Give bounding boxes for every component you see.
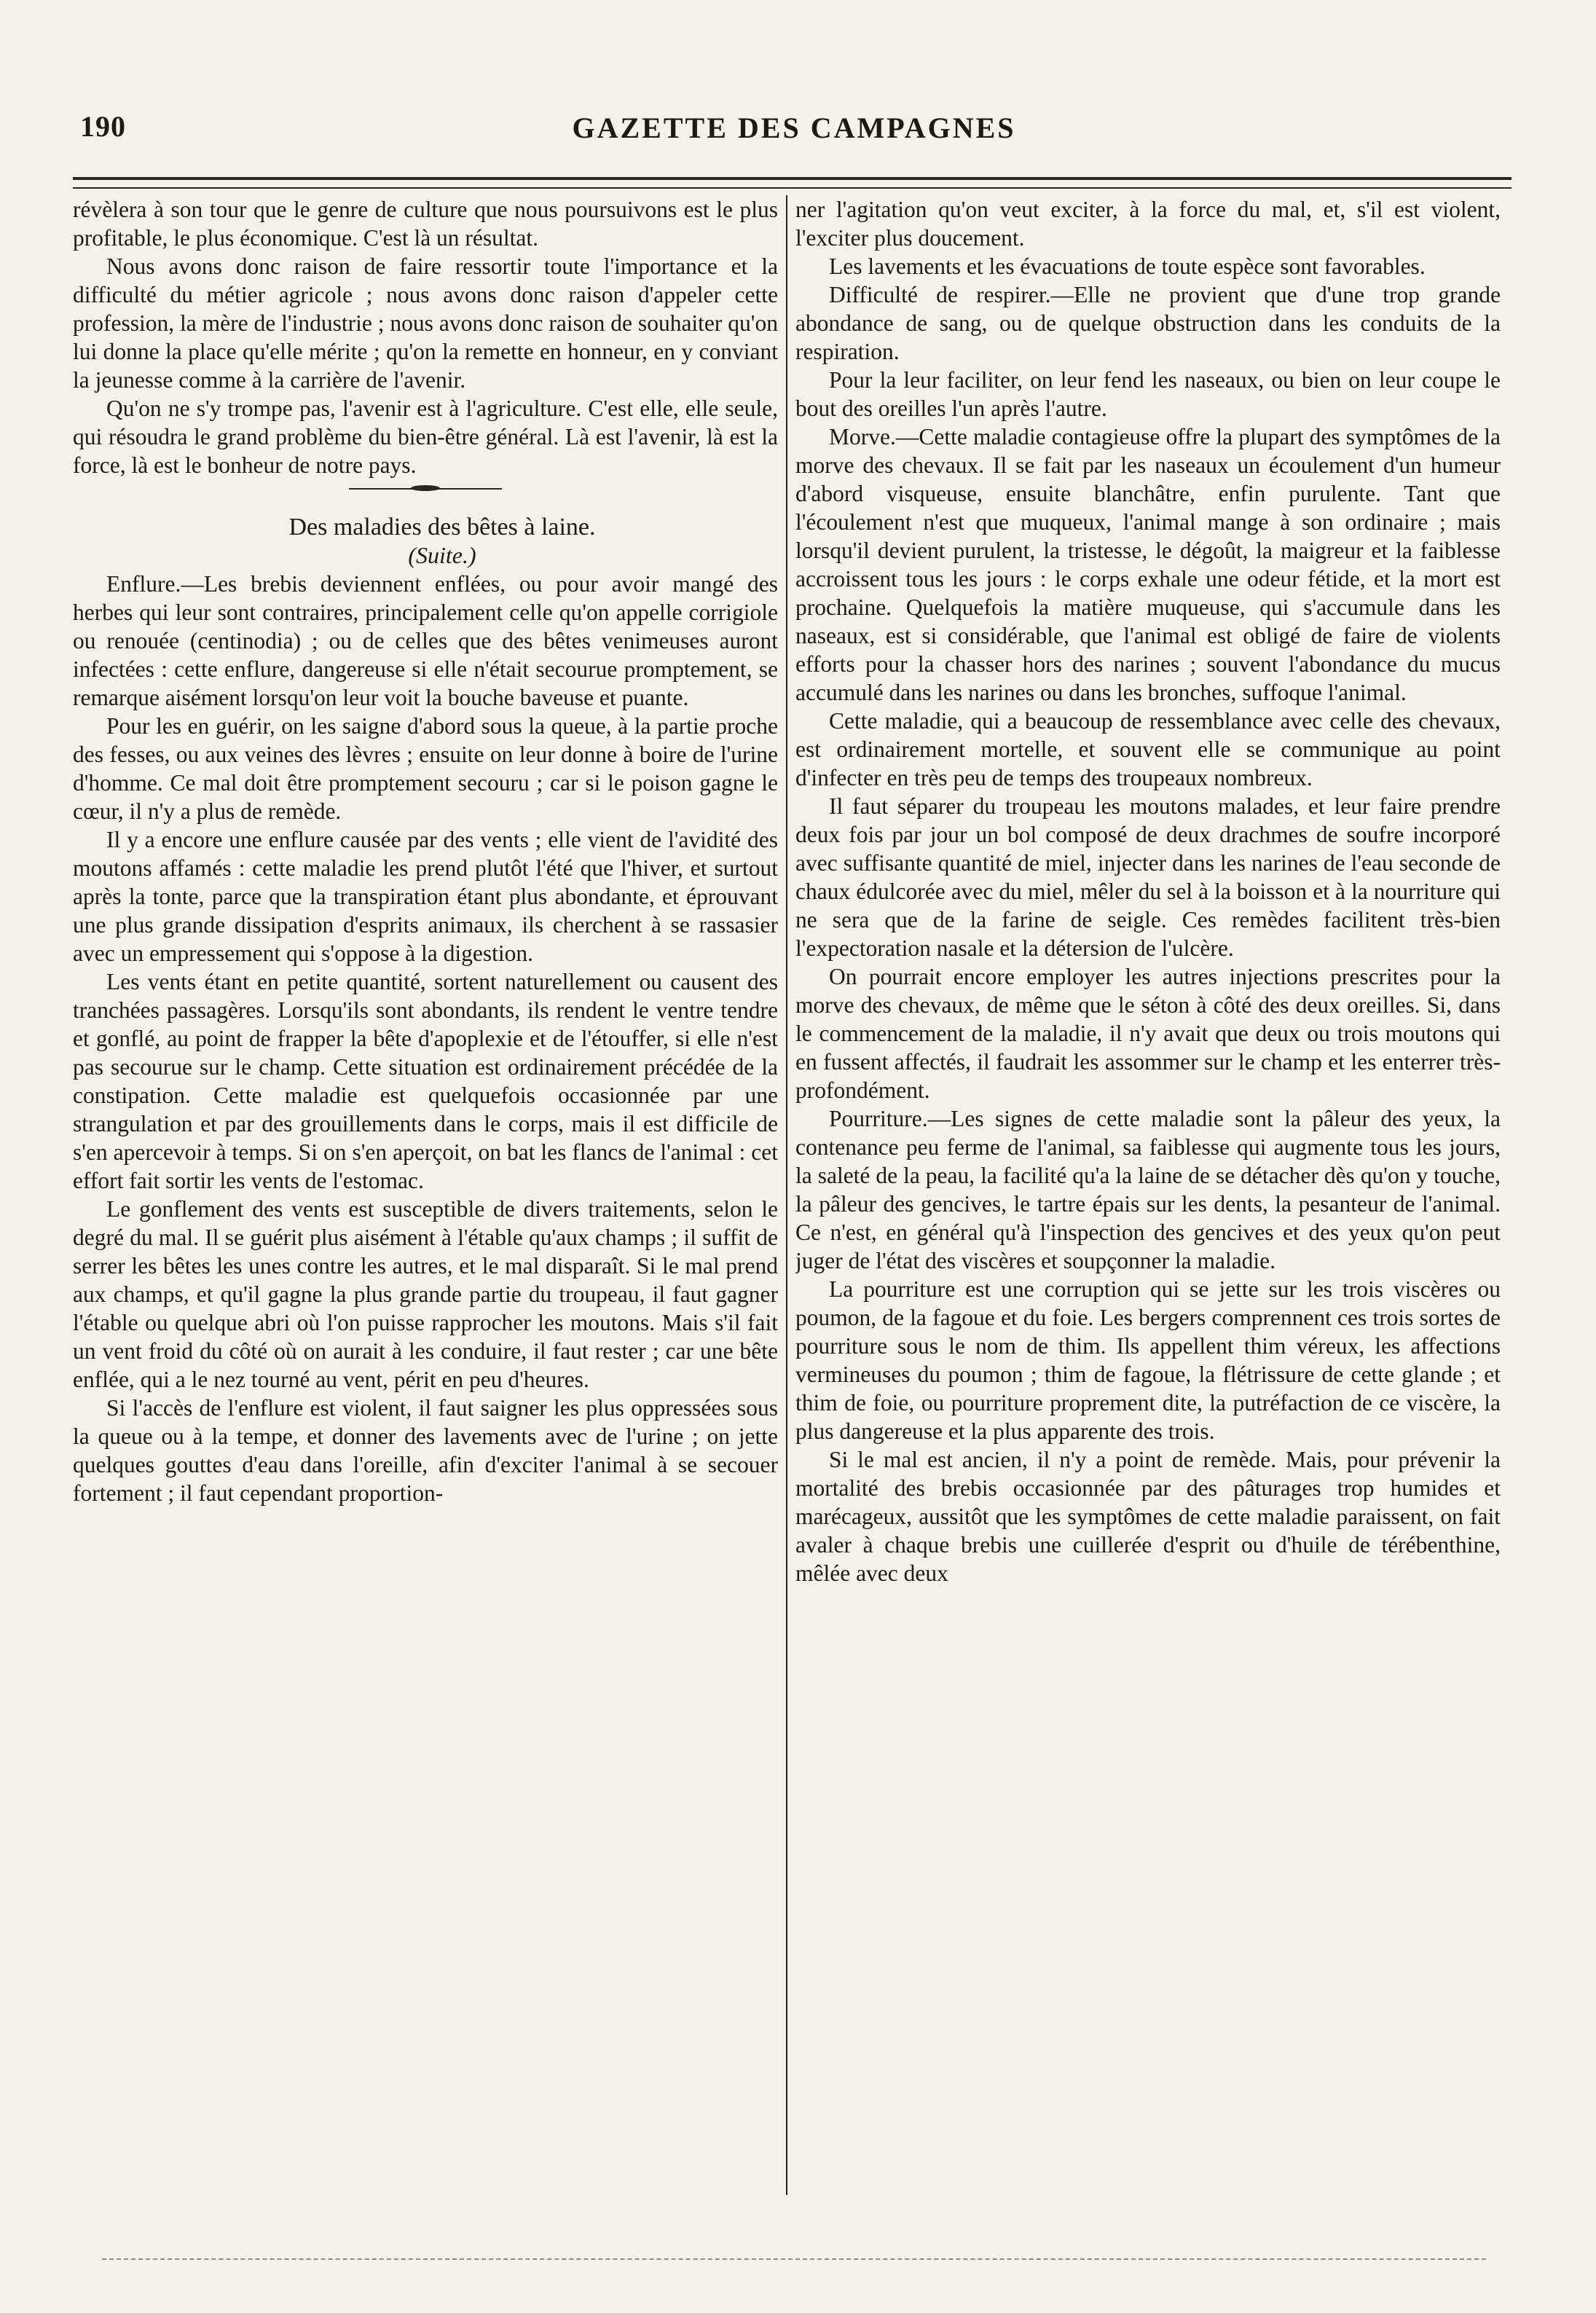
gazette-title: GAZETTE DES CAMPAGNES xyxy=(572,111,1016,144)
section-divider xyxy=(349,488,502,490)
paragraph: ner l'agitation qu'on veut exciter, à la force du mal, et, s'il est violent, l'exciter plus doucement. xyxy=(795,197,1501,251)
right-column xyxy=(795,195,1501,2279)
paragraph: Pourriture.—Les signes de cette maladie sont la pâleur des yeux, la contenance peu ferme de l'animal, sa faiblesse qui augmente tous les jours, la saleté de la peau, la facilité qu'a la laine de se détacher dès qu'on y touche, la pâleur des gencives, le tartre épais sur les dents, la pesanteur de l'animal. Ce n'est, en général qu'à l'inspection des gencives et des yeux qu'on peut juger de l'état des viscères et soupçonner la maladie. xyxy=(795,1106,1501,1273)
paragraph: Si le mal est ancien, il n'y a point de remède. Mais, pour prévenir la mortalité des brebis occasionnée par des pâturages trop humides et marécageux, aussitôt que les symptômes de cette maladie paraissent, on fait avaler à chaque brebis une cuillerée d'esprit ou d'huile de térébenthine, mêlée avec deux xyxy=(795,1447,1501,1586)
paragraph: Si l'accès de l'enflure est violent, il faut saigner les plus oppressées sous la queue ou à la tempe, et donner des lavements avec de l'urine ; on jette quelques gouttes d'eau dans l'oreille, afin d'exciter l'animal à se secouer fortement ; il faut cependant proportion- xyxy=(73,1395,778,1506)
paragraph: On pourrait encore employer les autres injections prescrites pour la morve des chevaux, de même que le séton à côté des deux oreilles. Si, dans le commencement de la maladie, il n'y avait que deux ou trois moutons qui en fussent affectés, il faudrait les assommer sur le champ et les enterrer très-profondément. xyxy=(795,964,1501,1103)
paragraph: Qu'on ne s'y trompe pas, l'avenir est à l'agriculture. C'est elle, elle seule, qui résoudra le grand problème du bien-être général. Là est l'avenir, là est la force, là est le bonheur de notre pays. xyxy=(73,396,778,478)
paragraph: Le gonflement des vents est susceptible de divers traitements, selon le degré du mal. Il se guérit plus aisément à l'étable qu'aux champs ; il suffit de serrer les bêtes les unes contre les autres, et le mal disparaît. Si le mal prend aux champs, et qu'il gagne la plus grande partie du troupeau, il faut gagner l'étable ou quelque abri où l'on puisse rapprocher les moutons. Mais s'il fait un vent froid du côté où on aurait à les conduire, il faut rester ; car une bête enflée, qui a le nez tourné au vent, périt en peu d'heures. xyxy=(73,1196,778,1392)
paragraph: Nous avons donc raison de faire ressortir toute l'importance et la difficulté du métier agricole ; nous avons donc raison d'appeler cette profession, la mère de l'industrie ; nous avons donc raison de souhaiter qu'on lui donne la place qu'elle mérite ; qu'on la remette en honneur, en y conviant la jeunesse comme à la carrière de l'avenir. xyxy=(73,254,778,393)
page-number: 190 xyxy=(80,110,126,143)
paragraph: Morve.—Cette maladie contagieuse offre la plupart des symptômes de la morve des chevaux. Il se fait par les naseaux un écoulement d'un humeur d'abord visqueuse, ensuite blanchâtre, enfin purulente. Tant que l'écoulement n'est que muqueux, l'animal mange à son ordinaire ; mais lorsqu'il devient purulent, la tristesse, le dégoût, la maigreur et la faiblesse accroissent tous les jours : le corps exhale une odeur fétide, et la mort est prochaine. Quelquefois la matière muqueuse, qui s'accumule dans les naseaux, est si considérable, que l'animal est obligé de faire de violents efforts pour la chasser hors des narines ; souvent l'abondance du mucus accumulé dans les narines ou dans les bronches, suffoque l'animal. xyxy=(795,424,1501,705)
paragraph: Enflure.—Les brebis deviennent enflées, ou pour avoir mangé des herbes qui leur sont contraires, principalement celle qu'on appelle corrigiole ou renouée (centinodia) ; ou de celles que des bêtes venimeuses auront infectées : cette enflure, dangereuse si elle n'était secourue promptement, se remarque aisément lorsqu'on leur voit la bouche baveuse et puante. xyxy=(73,571,778,710)
section-title: Des maladies des bêtes à laine. xyxy=(288,514,596,541)
header-rule xyxy=(73,177,1512,189)
paragraph: Difficulté de respirer.—Elle ne provient que d'une trop grande abondance de sang, ou de quelque obstruction dans les conduits de la respiration. xyxy=(795,282,1501,364)
paragraph: Pour les en guérir, on les saigne d'abord sous la queue, à la partie proche des fesses, ou aux veines des lèvres ; ensuite on leur donne à boire de l'urine d'homme. Ce mal doit être promptement secouru ; car si le poison gagne le cœur, il n'y a plus de remède. xyxy=(73,713,778,824)
paragraph: révèlera à son tour que le genre de culture que nous poursuivons est le plus profitable, le plus économique. C'est là un résultat. xyxy=(73,197,778,251)
left-column xyxy=(73,195,778,2279)
paragraph: Pour la leur faciliter, on leur fend les naseaux, ou bien on leur coupe le bout des oreilles l'un après l'autre. xyxy=(795,367,1501,421)
paragraph: La pourriture est une corruption qui se jette sur les trois viscères ou poumon, de la fagoue et du foie. Les bergers comprennent ces trois sortes de pourriture sous le nom de thim. Ils appellent thim véreux, les affections vermineuses du poumon ; thim de fagoue, la flétrissure de cette glande ; et thim de foie, ou pourriture proprement dite, la putréfaction de ce viscère, la plus dangereuse et la plus apparente des trois. xyxy=(795,1276,1501,1444)
column-divider xyxy=(786,195,787,2195)
paragraph: Cette maladie, qui a beaucoup de ressemblance avec celle des chevaux, est ordinairement mortelle, et souvent elle se communique au point d'infecter en très peu de temps des troupeaux nombreux. xyxy=(795,708,1501,790)
paragraph: Les vents étant en petite quantité, sortent naturellement ou causent des tranchées passagères. Lorsqu'ils sont abondants, ils rendent le ventre tendre et gonflé, au point de frapper la bête d'apoplexie et de l'étouffer, si elle n'est pas secourue sur le champ. Cette situation est ordinairement précédée de la constipation. Cette maladie est quelquefois occasionnée par une strangulation et par des grouillements dans le corps, mais il est difficile de s'en apercevoir à temps. Si on s'en aperçoit, on bat les flancs de l'animal : cet effort fait sortir les vents de l'estomac. xyxy=(73,969,778,1193)
paragraph: Il y a encore une enflure causée par des vents ; elle vient de l'avidité des moutons affamés : cette maladie les prend plutôt l'été que l'hiver, et surtout après la tonte, parce que la transpiration étant plus abondante, et éprouvant une plus grande dissipation d'esprits animaux, ils cherchent à se rassasier avec un empressement qui s'oppose à la digestion. xyxy=(73,827,778,966)
paragraph: Il faut séparer du troupeau les moutons malades, et leur faire prendre deux fois par jour un bol composé de deux drachmes de soufre incorporé avec suffisante quantité de miel, injecter dans les narines de l'eau seconde de chaux édulcorée avec du miel, mêler du sel à la boisson et à la nourriture qui ne sera que de la farine de seigle. Ces remèdes facilitent très-bien l'expectoration nasale et la détersion de l'ulcère. xyxy=(795,793,1501,961)
section-subtitle: (Suite.) xyxy=(408,542,476,568)
paragraph: Les lavements et les évacuations de toute espèce sont favorables. xyxy=(829,254,1426,279)
bottom-rule xyxy=(102,2258,1486,2260)
page-header xyxy=(80,109,1508,153)
